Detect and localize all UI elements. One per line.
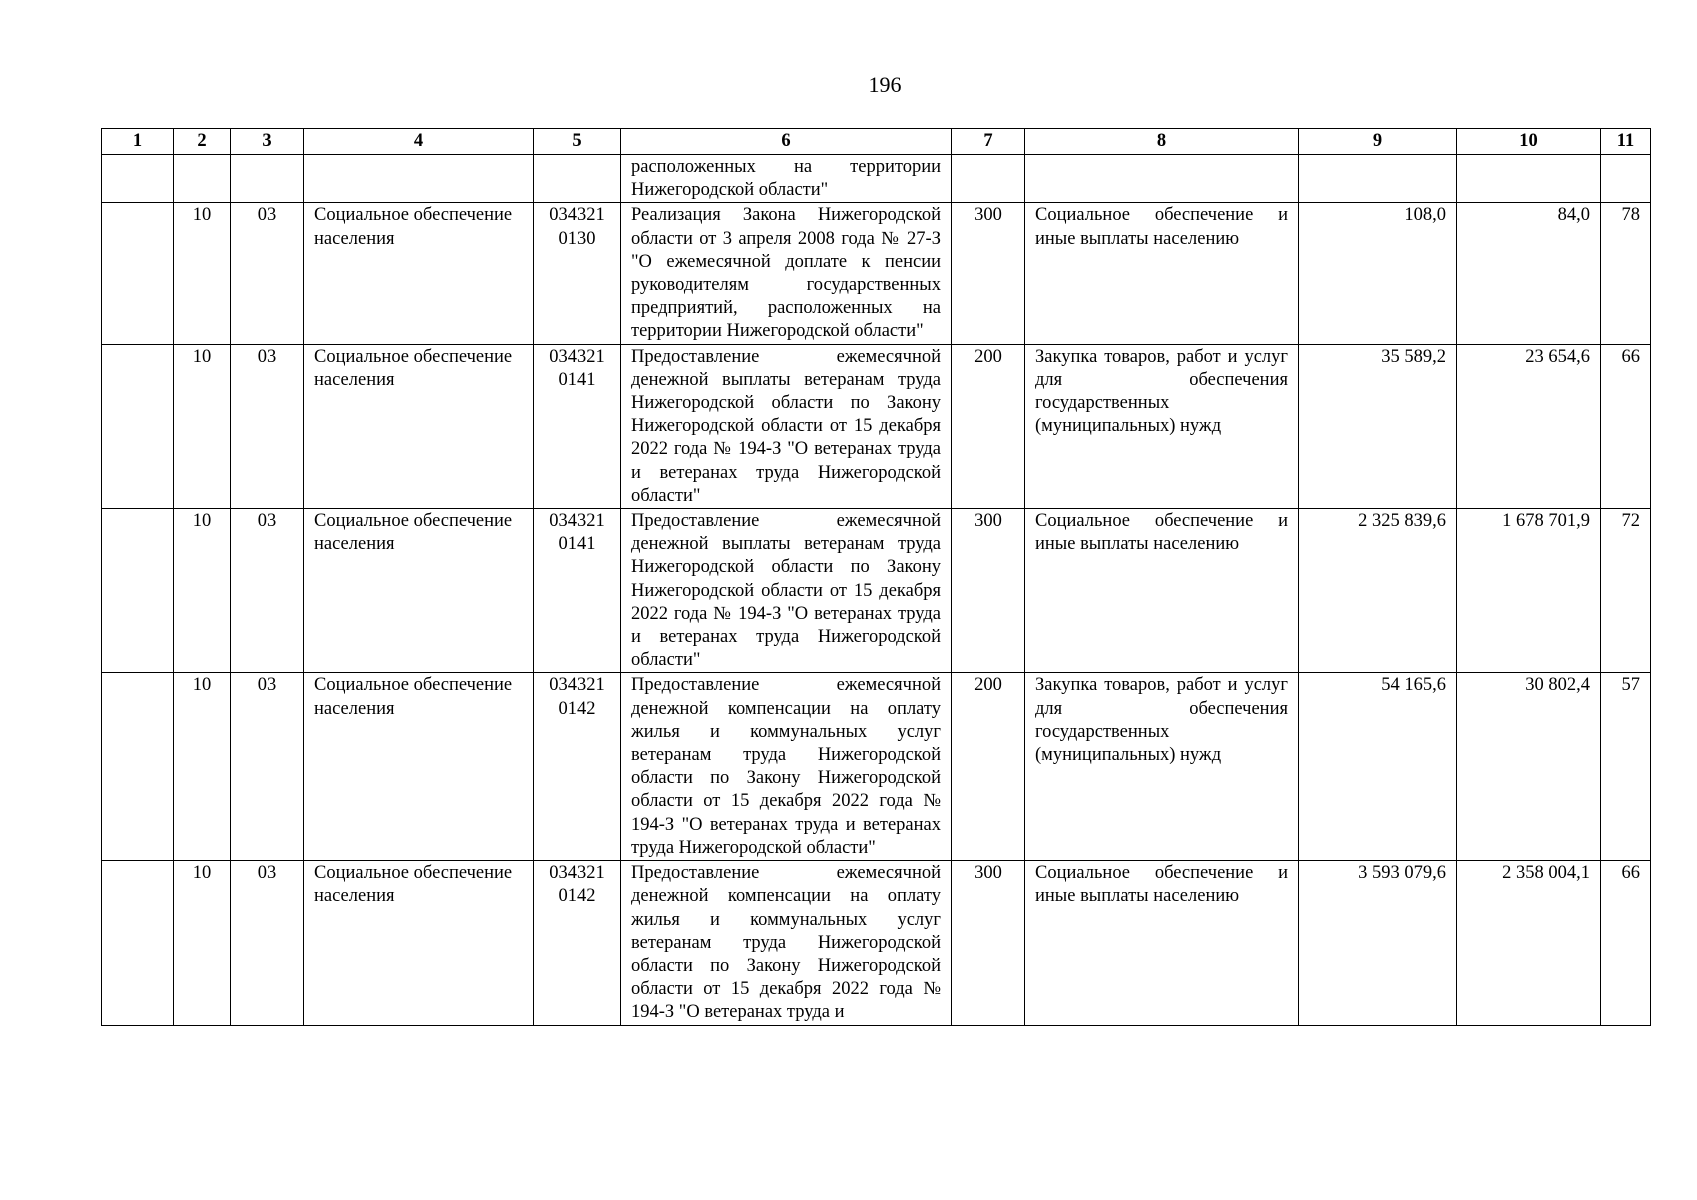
cell-plan: 3 593 079,6	[1299, 861, 1457, 1025]
cell-description: Реализация Закона Нижегородской области от 3 апреля 2008 года № 27-З "О ежемесячной доплате к пенсии руководителям государственных предприятий, расположенных на территории Нижегородской области"	[621, 203, 952, 344]
cell-target-code: 034321 0141	[534, 509, 621, 673]
column-header: 7	[952, 129, 1025, 155]
cell-percent: 78	[1601, 203, 1651, 344]
column-header: 4	[304, 129, 534, 155]
table-header-row	[102, 129, 1651, 155]
cell-section-name	[304, 155, 534, 203]
column-header: 9	[1299, 129, 1457, 155]
cell-col1	[102, 673, 174, 861]
cell-subsection: 03	[231, 203, 304, 344]
cell-expense-type: 300	[952, 509, 1025, 673]
cell-plan	[1299, 155, 1457, 203]
cell-percent: 57	[1601, 673, 1651, 861]
cell-expense-name: Закупка товаров, работ и услуг для обеспечения государственных (муниципальных) нужд	[1025, 673, 1299, 861]
table-row	[102, 344, 1651, 508]
cell-percent: 66	[1601, 344, 1651, 508]
cell-actual: 23 654,6	[1457, 344, 1601, 508]
cell-percent	[1601, 155, 1651, 203]
column-header: 8	[1025, 129, 1299, 155]
cell-section-name: Социальное обеспечение населения	[304, 344, 534, 508]
cell-target-code: 034321 0130	[534, 203, 621, 344]
cell-percent: 66	[1601, 861, 1651, 1025]
cell-description: Предоставление ежемесячной денежной компенсации на оплату жилья и коммунальных услуг ветеранам труда Нижегородской области по Закону Нижегородской области от 15 декабря 2022 года № 194-З "О ветеранах труда и ветеранах труда Нижегородской области"	[621, 673, 952, 861]
cell-expense-type	[952, 155, 1025, 203]
column-header: 3	[231, 129, 304, 155]
cell-col1	[102, 203, 174, 344]
cell-description: расположенных на территории Нижегородской области"	[621, 155, 952, 203]
cell-subsection: 03	[231, 673, 304, 861]
cell-description: Предоставление ежемесячной денежной компенсации на оплату жилья и коммунальных услуг ветеранам труда Нижегородской области по Закону Нижегородской области от 15 декабря 2022 года № 194-З "О ветеранах труда и	[621, 861, 952, 1025]
cell-actual: 1 678 701,9	[1457, 509, 1601, 673]
cell-expense-name	[1025, 155, 1299, 203]
cell-section: 10	[174, 509, 231, 673]
column-header: 5	[534, 129, 621, 155]
cell-section-name: Социальное обеспечение населения	[304, 203, 534, 344]
cell-expense-type: 200	[952, 344, 1025, 508]
cell-subsection: 03	[231, 509, 304, 673]
cell-section: 10	[174, 344, 231, 508]
cell-description: Предоставление ежемесячной денежной выплаты ветеранам труда Нижегородской области по Закону Нижегородской области от 15 декабря 2022 года № 194-З "О ветеранах труда и ветеранах труда Нижегородской области"	[621, 344, 952, 508]
cell-plan: 2 325 839,6	[1299, 509, 1457, 673]
column-header: 2	[174, 129, 231, 155]
table-row	[102, 861, 1651, 1025]
column-header: 1	[102, 129, 174, 155]
cell-subsection: 03	[231, 861, 304, 1025]
cell-subsection	[231, 155, 304, 203]
table-row	[102, 509, 1651, 673]
cell-plan: 54 165,6	[1299, 673, 1457, 861]
cell-col1	[102, 344, 174, 508]
cell-actual: 2 358 004,1	[1457, 861, 1601, 1025]
cell-target-code: 034321 0142	[534, 861, 621, 1025]
cell-actual: 30 802,4	[1457, 673, 1601, 861]
cell-section	[174, 155, 231, 203]
cell-expense-name: Социальное обеспечение и иные выплаты населению	[1025, 509, 1299, 673]
cell-description: Предоставление ежемесячной денежной выплаты ветеранам труда Нижегородской области по Закону Нижегородской области от 15 декабря 2022 года № 194-З "О ветеранах труда и ветеранах труда Нижегородской области"	[621, 509, 952, 673]
page-number: 196	[868, 72, 902, 97]
cell-plan: 108,0	[1299, 203, 1457, 344]
cell-expense-name: Социальное обеспечение и иные выплаты населению	[1025, 203, 1299, 344]
table-row	[102, 155, 1651, 203]
cell-expense-name: Закупка товаров, работ и услуг для обеспечения государственных (муниципальных) нужд	[1025, 344, 1299, 508]
cell-section: 10	[174, 861, 231, 1025]
cell-col1	[102, 155, 174, 203]
cell-target-code: 034321 0141	[534, 344, 621, 508]
cell-col1	[102, 509, 174, 673]
column-header: 6	[621, 129, 952, 155]
table-row	[102, 673, 1651, 861]
cell-target-code: 034321 0142	[534, 673, 621, 861]
budget-table	[101, 128, 1651, 1026]
cell-section-name: Социальное обеспечение населения	[304, 861, 534, 1025]
column-header: 10	[1457, 129, 1601, 155]
cell-section-name: Социальное обеспечение населения	[304, 673, 534, 861]
cell-col1	[102, 861, 174, 1025]
table-row	[102, 203, 1651, 344]
column-header: 11	[1601, 129, 1651, 155]
cell-percent: 72	[1601, 509, 1651, 673]
cell-expense-type: 200	[952, 673, 1025, 861]
cell-plan: 35 589,2	[1299, 344, 1457, 508]
cell-section-name: Социальное обеспечение населения	[304, 509, 534, 673]
cell-expense-type: 300	[952, 203, 1025, 344]
cell-actual: 84,0	[1457, 203, 1601, 344]
cell-section: 10	[174, 203, 231, 344]
cell-expense-type: 300	[952, 861, 1025, 1025]
cell-section: 10	[174, 673, 231, 861]
cell-target-code	[534, 155, 621, 203]
cell-actual	[1457, 155, 1601, 203]
cell-expense-name: Социальное обеспечение и иные выплаты населению	[1025, 861, 1299, 1025]
cell-subsection: 03	[231, 344, 304, 508]
